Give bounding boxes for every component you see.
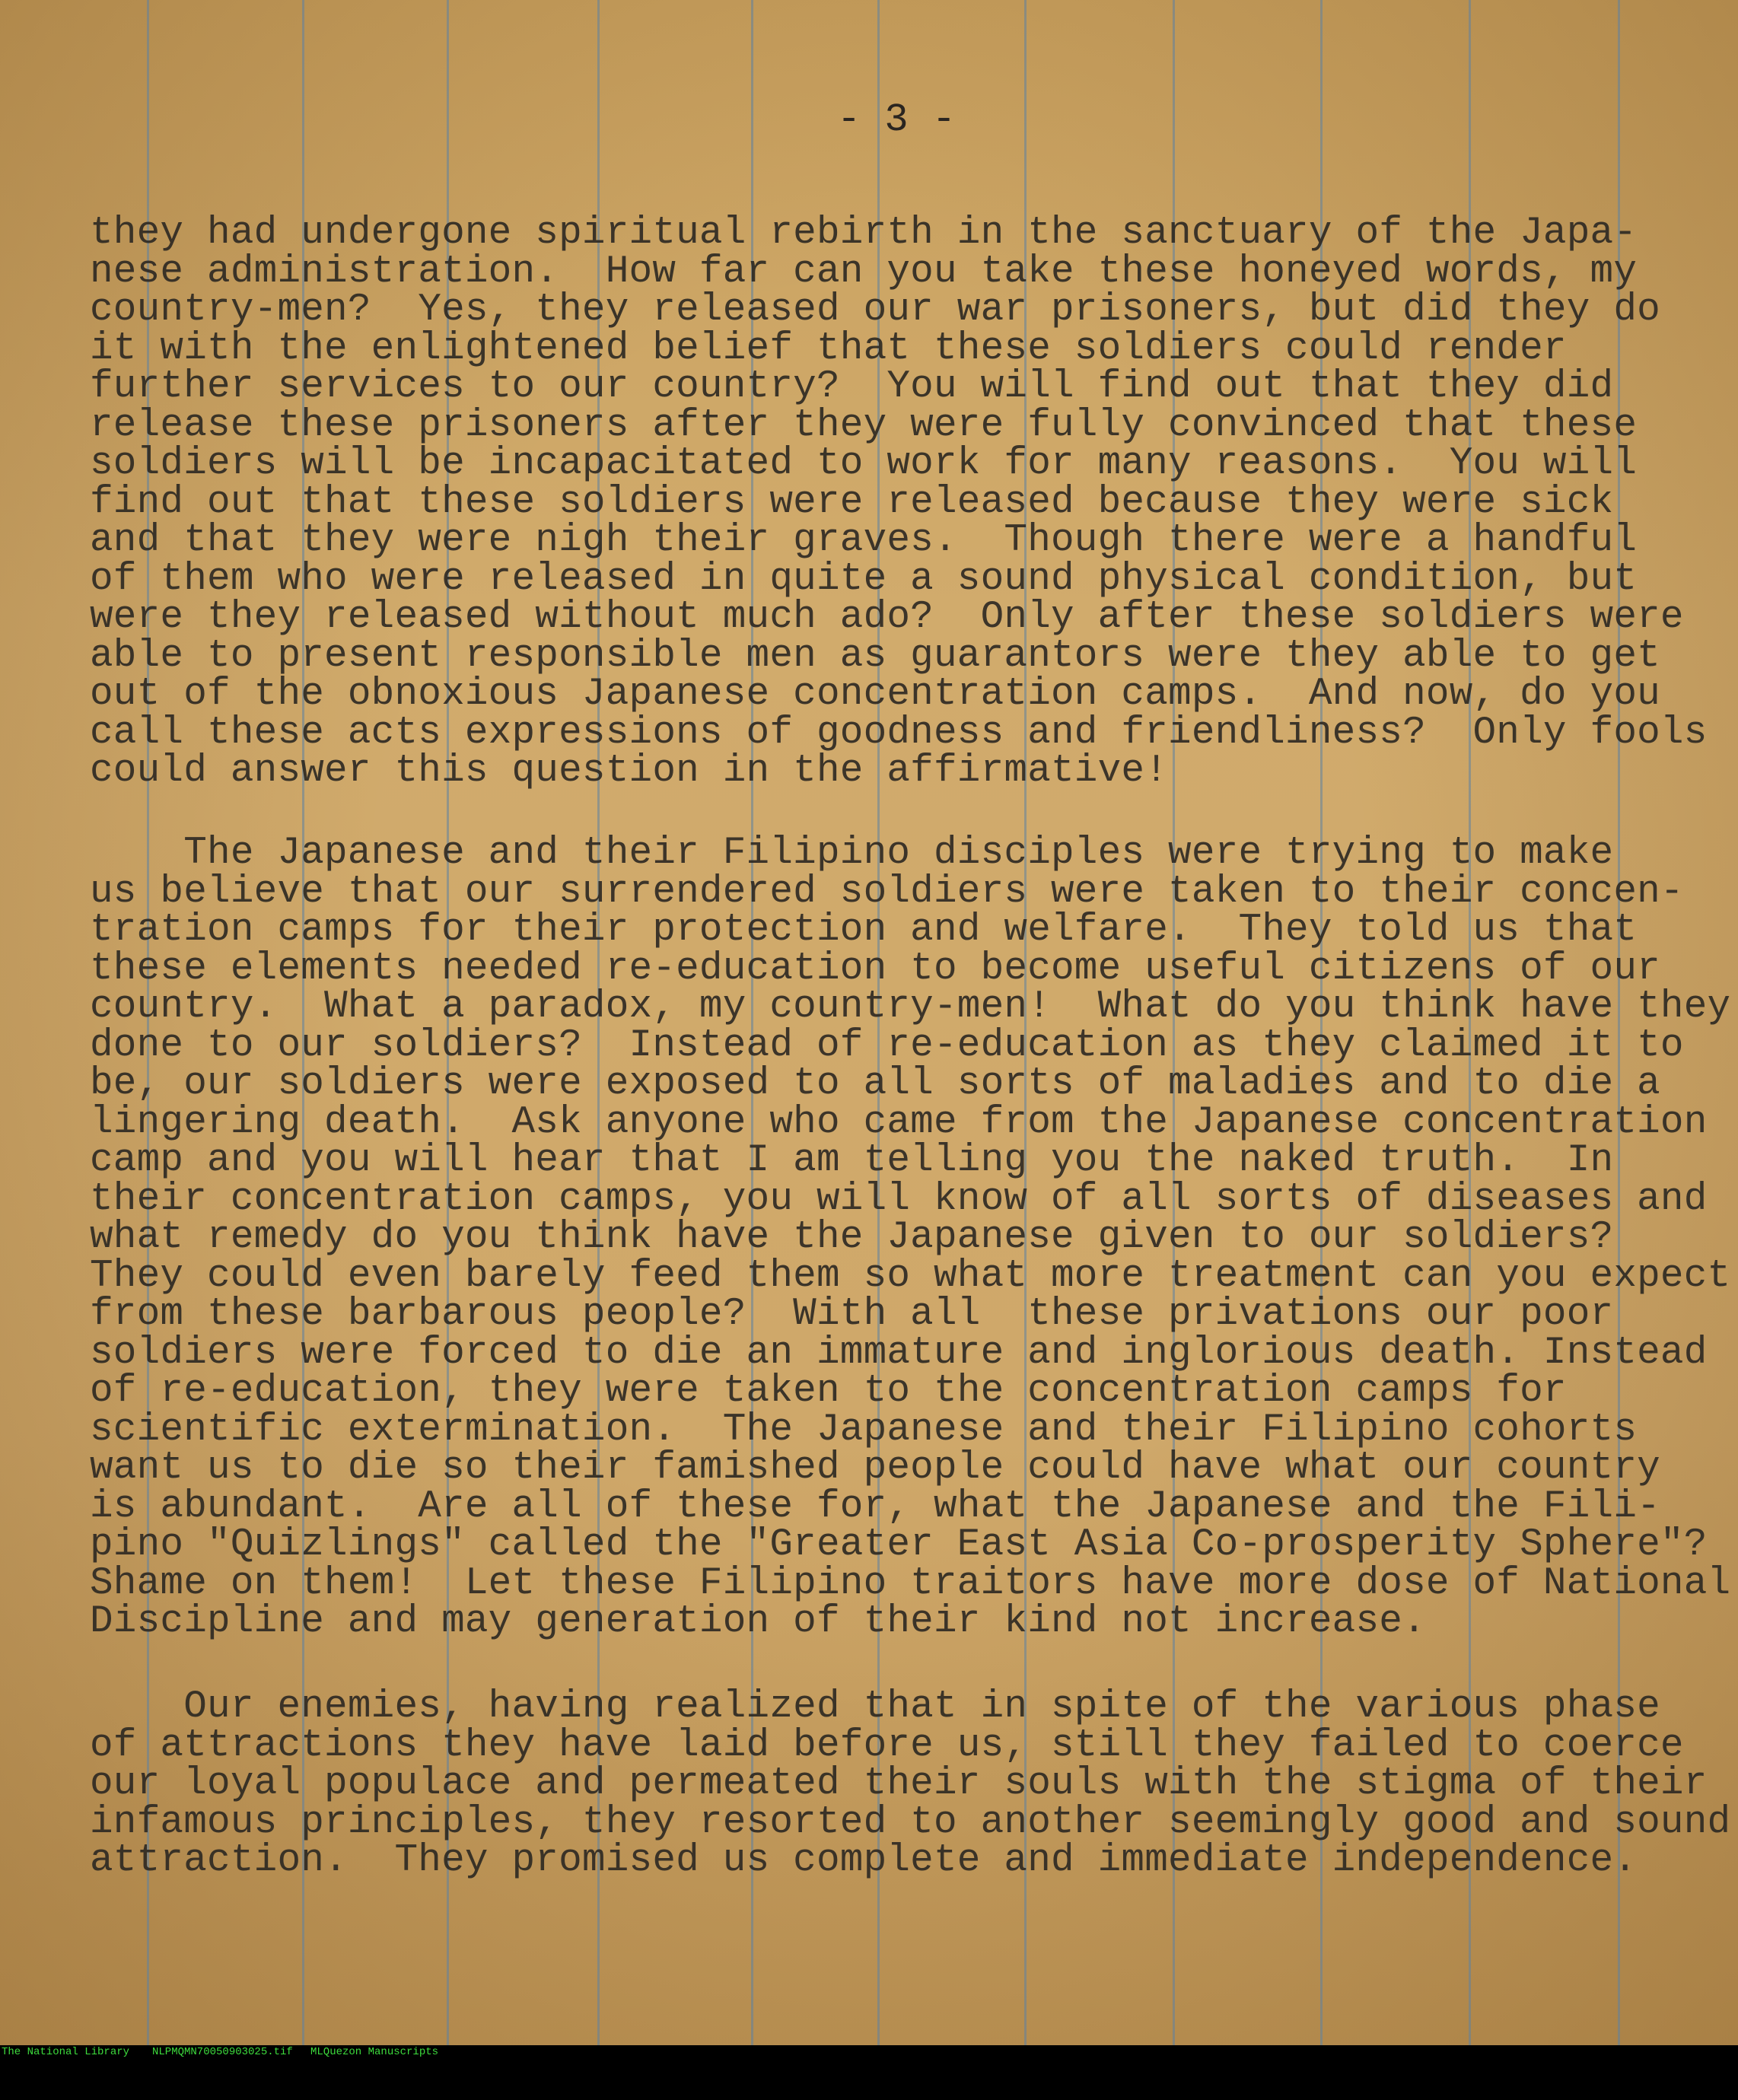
text-line: scientific extermination. The Japanese and their Filipino cohorts — [90, 1408, 1638, 1452]
text-line: infamous principles, they resorted to another seemingly good and sound — [90, 1800, 1731, 1844]
text-line: want us to die so their famished people could have what our country — [90, 1446, 1660, 1490]
text-line: could answer this question in the affirmative! — [90, 749, 1169, 793]
text-line: their concentration camps, you will know of all sorts of diseases and — [90, 1177, 1708, 1221]
text-line: The Japanese and their Filipino disciples were trying to make — [90, 832, 1614, 875]
text-line: country-men? Yes, they released our war prisoners, but did they do — [90, 288, 1660, 332]
text-line: nese administration. How far can you take these honeyed words, my — [90, 250, 1638, 294]
text-line: our loyal populace and permeated their souls with the stigma of their — [90, 1762, 1708, 1806]
text-line: what remedy do you think have the Japanese given to our soldiers? — [90, 1216, 1614, 1259]
text-line: They could even barely feed them so what more treatment can you expect — [90, 1254, 1731, 1298]
text-line: were they released without much ado? Only after these soldiers were — [90, 596, 1684, 639]
text-line: camp and you will hear that I am telling you the naked truth. In — [90, 1139, 1614, 1182]
text-line: from these barbarous people? With all these privations our poor — [90, 1293, 1614, 1336]
text-line: country. What a paradox, my country-men! What do you think have they — [90, 985, 1731, 1029]
text-line: call these acts expressions of goodness and friendliness? Only fools — [90, 711, 1708, 755]
text-line: lingering death. Ask anyone who came from the Japanese concentration — [90, 1100, 1708, 1144]
text-line: of re-education, they were taken to the concentration camps for — [90, 1370, 1567, 1413]
text-line: pino "Quizlings" called the "Greater East Asia Co-prosperity Sphere"? — [90, 1523, 1708, 1567]
text-line: these elements needed re-education to become useful citizens of our — [90, 947, 1660, 991]
text-line: they had undergone spiritual rebirth in the sanctuary of the Japa- — [90, 212, 1638, 255]
text-line: Shame on them! Let these Filipino traitors have more dose of National — [90, 1561, 1731, 1605]
text-line: able to present responsible men as guarantors were they able to get — [90, 634, 1660, 678]
text-line: it with the enlightened belief that these soldiers could render — [90, 326, 1567, 371]
text-line: soldiers were forced to die an immature and inglorious death. Instead — [90, 1331, 1708, 1375]
text-line: tration camps for their protection and welfare. They told us that — [90, 908, 1638, 952]
paragraph-2 — [90, 832, 1731, 1643]
text-line: attraction. They promised us complete and immediate independence. — [90, 1839, 1638, 1882]
text-line: out of the obnoxious Japanese concentration camps. And now, do you — [90, 673, 1660, 716]
text-line: is abundant. Are all of these for, what the Japanese and the Fili- — [90, 1484, 1660, 1529]
text-line: and that they were nigh their graves. Though there were a handful — [90, 519, 1638, 562]
footer-filename: NLPMQMN70050903025.tif — [152, 2046, 293, 2058]
text-line: be, our soldiers were exposed to all sorts of maladies and to die a — [90, 1062, 1660, 1106]
text-line: find out that these soldiers were released because they were sick — [90, 480, 1614, 524]
text-line: Our enemies, having realized that in spite of the various phase — [90, 1685, 1660, 1729]
text-line: Discipline and may generation of their kind not increase. — [90, 1600, 1426, 1643]
text-line: release these prisoners after they were fully convinced that these — [90, 403, 1638, 447]
text-line: us believe that our surrendered soldiers were taken to their concen- — [90, 870, 1684, 914]
page-number: - 3 - — [837, 97, 957, 142]
text-line: further services to our country? You will find out that they did — [90, 365, 1614, 409]
text-line: soldiers will be incapacitated to work for many reasons. You will — [90, 442, 1638, 485]
text-line: of them who were released in quite a sound physical condition, but — [90, 557, 1638, 601]
footer-library: The National Library — [2, 2046, 130, 2058]
paragraph-3 — [90, 1685, 1731, 1882]
text-line: of attractions they have laid before us, still they failed to coerce — [90, 1723, 1684, 1768]
text-line: done to our soldiers? Instead of re-education as they claimed it to — [90, 1023, 1684, 1068]
footer-collection: MLQuezon Manuscripts — [310, 2046, 439, 2058]
paragraph-1 — [90, 212, 1708, 793]
scan-footer-bar — [0, 2045, 1738, 2059]
